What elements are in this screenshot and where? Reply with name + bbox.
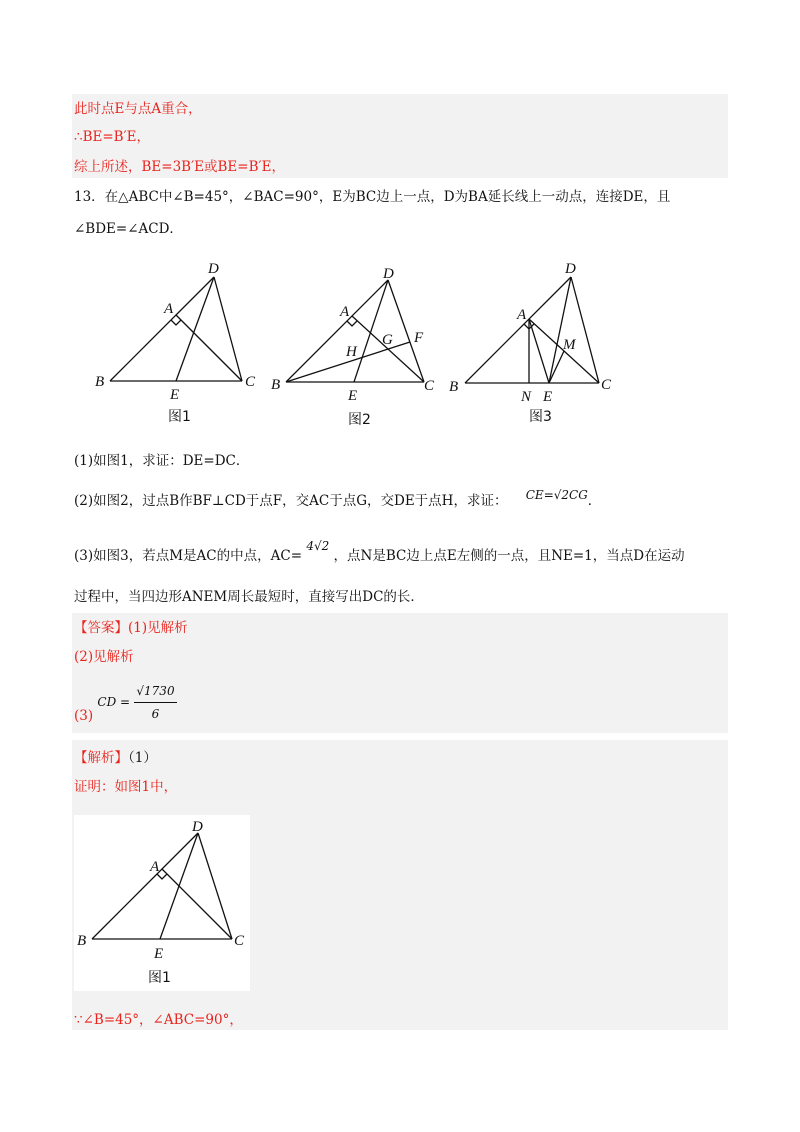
right-angle-mark bbox=[171, 320, 181, 325]
question-part-1: (1)如图1，求证：DE=DC． bbox=[74, 453, 250, 469]
problem-stem-text: 在△ABC中∠B=45°，∠BAC=90°，E为BC边上一点，D为BA延长线上一动点，连接DE，且 bbox=[104, 189, 671, 205]
label-a: A bbox=[150, 859, 160, 875]
part-3-text-a: (3)如图3，若点M是AC的中点，AC= bbox=[74, 548, 303, 564]
part-3-text-b: ，点N是BC边上点E左侧的一点，且NE=1，当点D在运动 bbox=[333, 548, 685, 564]
question-part-3-line-2: 过程中，当四边形ANEM周长最短时，直接写出DC的长． bbox=[74, 589, 424, 605]
answer-part-2: (2)见解析 bbox=[74, 649, 134, 665]
segment-bd bbox=[110, 277, 214, 381]
label-d: D bbox=[192, 819, 203, 835]
segment-em bbox=[549, 351, 564, 383]
part-2-text: (2)如图2，过点B作BF⊥CD于点F，交AC于点G，交DE于点H，求证： bbox=[74, 493, 508, 509]
answer-part-3 bbox=[74, 680, 177, 725]
question-part-2 bbox=[74, 488, 602, 510]
label-d: D bbox=[565, 261, 576, 277]
label-c: C bbox=[424, 378, 435, 394]
label-e: E bbox=[154, 946, 164, 962]
figure-2-caption: 图2 bbox=[348, 412, 371, 428]
figure-3 bbox=[445, 255, 620, 433]
prev-solution-line-1: 此时点E与点A重合， bbox=[74, 101, 202, 117]
segment-bd bbox=[286, 280, 388, 382]
segment-bd bbox=[465, 277, 571, 383]
answer-part-1: (1)见解析 bbox=[128, 620, 188, 636]
label-f: F bbox=[414, 330, 424, 346]
label-b: B bbox=[449, 379, 459, 395]
prev-solution-line-2: ∴BE=B′E， bbox=[74, 129, 151, 145]
answer-part-3-prefix: (3) bbox=[74, 708, 94, 724]
segment-de bbox=[160, 833, 198, 939]
label-e: E bbox=[348, 388, 358, 404]
label-c: C bbox=[601, 377, 612, 393]
answer-part-3-fraction bbox=[134, 680, 176, 725]
analysis-last-line: ∵∠B=45°，∠ABC=90°， bbox=[74, 1012, 243, 1028]
label-b: B bbox=[77, 933, 87, 949]
answer-line-1 bbox=[74, 619, 188, 637]
part-2-formula: CE=√2CG bbox=[525, 488, 588, 502]
analysis-heading bbox=[74, 749, 157, 767]
label-e: E bbox=[543, 389, 553, 405]
label-a: A bbox=[164, 301, 174, 317]
segment-dc bbox=[571, 277, 599, 383]
figure-2 bbox=[268, 258, 448, 433]
question-part-3 bbox=[74, 539, 685, 565]
label-a: A bbox=[340, 304, 350, 320]
answer-tag: 【答案】 bbox=[74, 620, 128, 636]
problem-stem-line-1 bbox=[74, 188, 670, 206]
label-h: H bbox=[346, 344, 357, 360]
fraction-numerator: √1730 bbox=[134, 680, 176, 703]
label-b: B bbox=[271, 377, 281, 393]
segment-de bbox=[176, 277, 214, 381]
figure-1 bbox=[90, 255, 270, 430]
segment-ac bbox=[176, 315, 242, 381]
prev-solution-line-3: 综上所述，BE=3B′E或BE=B′E， bbox=[74, 159, 285, 175]
label-d: D bbox=[383, 266, 394, 282]
analysis-figure-1 bbox=[74, 815, 250, 991]
figure-3-caption: 图3 bbox=[529, 409, 552, 425]
fraction-denominator: 6 bbox=[151, 707, 160, 721]
label-a: A bbox=[517, 307, 527, 323]
proof-intro: 证明：如图1中， bbox=[74, 779, 178, 795]
label-c: C bbox=[234, 933, 245, 949]
answer-part-3-lhs: CD = bbox=[97, 695, 131, 709]
segment-dc bbox=[214, 277, 242, 381]
analysis-figure-1-caption: 图1 bbox=[148, 970, 171, 986]
segment-de bbox=[354, 280, 388, 382]
label-c: C bbox=[245, 374, 256, 390]
right-angle-mark bbox=[347, 321, 357, 326]
label-e: E bbox=[170, 387, 180, 403]
segment-dc bbox=[198, 833, 232, 939]
label-m: M bbox=[563, 337, 576, 353]
problem-stem-line-2: ∠BDE=∠ACD． bbox=[74, 221, 183, 237]
segment-de bbox=[549, 277, 571, 383]
analysis-part: （1） bbox=[128, 750, 157, 766]
part-2-end: ． bbox=[587, 493, 602, 509]
problem-number: 13． bbox=[74, 189, 105, 205]
label-d: D bbox=[208, 261, 219, 277]
figure-1-caption: 图1 bbox=[168, 409, 191, 425]
part-3-value: 4√2 bbox=[306, 539, 330, 553]
analysis-tag: 【解析】 bbox=[74, 750, 128, 766]
segment-bd bbox=[92, 833, 198, 939]
label-g: G bbox=[382, 332, 393, 348]
label-b: B bbox=[95, 374, 105, 390]
label-n: N bbox=[521, 389, 532, 405]
